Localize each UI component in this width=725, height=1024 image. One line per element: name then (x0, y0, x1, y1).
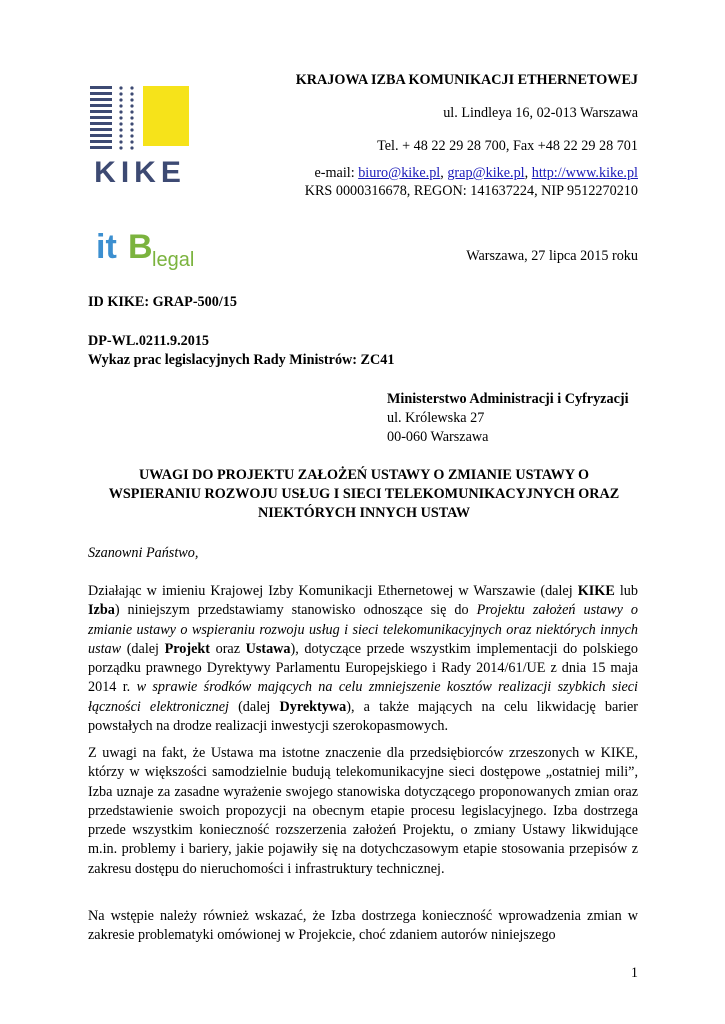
org-registry: KRS 0000316678, REGON: 141637224, NIP 9512270210 (304, 183, 638, 199)
ref-dp: DP-WL.0211.9.2015 (88, 333, 209, 349)
kike-logo-text: KIKE (94, 156, 186, 188)
paragraph-2: Z uwagi na fakt, że Ustawa ma istotne znaczenie dla przedsiębiorców zrzeszonych w KIKE, którzy w większości samodzielnie budują telekomunikacyjne sieci dostępowe „ostatniej mili”, Izba uznaje za zasadne wyrażenie swojego stanowiska dotyczącego proponowanych zmian oraz przedstawienie swoich propozycji na obecnym etapie procesu legislacyjnego. Izba dostrzega przede wszystkim konieczność rozszerzenia założeń Projektu, o zmiany Ustawy likwidujące m.in. problemy i bariery, jakie pojawiły się na dotychczasowym etapie stosowania przepisów z zakresu dostępu do nieruchomości i infrastruktury technicznej. (88, 745, 638, 877)
email-link-biuro[interactable]: biuro@kike.pl (358, 165, 441, 181)
itb-logo-b: B (128, 228, 153, 266)
itb-legal-logo (96, 224, 200, 272)
org-email-line: e-mail: biuro@kike.pl, grap@kike.pl, http://www.kike.pl (314, 165, 638, 181)
salutation: Szanowni Państwo, (88, 545, 199, 561)
email-link-grap[interactable]: grap@kike.pl (447, 165, 525, 181)
title-line-3: NIEKTÓRYCH INNYCH USTAW (257, 505, 471, 521)
ref-wykaz: Wykaz prac legislacyjnych Rady Ministrów: ZC41 (88, 352, 395, 368)
document-title (60, 466, 668, 523)
recipient-city: 00-060 Warszawa (387, 429, 489, 445)
org-phone: Tel. + 48 22 29 28 700, Fax +48 22 29 28 701 (377, 138, 638, 154)
title-line-1: UWAGI DO PROJEKTU ZAŁOŻEŃ USTAWY O ZMIANIE USTAWY O (138, 467, 590, 483)
kike-logo (88, 84, 192, 188)
itb-logo-legal: legal (152, 249, 195, 271)
letter-date: Warszawa, 27 lipca 2015 roku (466, 248, 638, 264)
org-name: KRAJOWA IZBA KOMUNIKACJI ETHERNETOWEJ (295, 72, 638, 88)
paragraph-1: Działając w imieniu Krajowej Izby Komunikacji Ethernetowej w Warszawie (dalej KIKE lub Izba) niniejszym przedstawiamy stanowisko odnoszące się do Projektu założeń ustawy o zmianie ustawy o wspieraniu rozwoju usług i sieci telekomunikacyjnych oraz niektórych innych ustaw (dalej Projekt oraz Ustawa), dotyczące przede wszystkim implementacji do polskiego porządku prawnego Dyrektywy Parlamentu Europejskiego i Rady 2014/61/UE z dnia 15 maja 2014 r. w sprawie środków mających na celu zmniejszenie kosztów realizacji szybkich sieci łączności elektronicznej (dalej Dyrektywa), a także mających na celu likwidację barier powstałych na drodze realizacji inwestycji szerokopasmowych. (88, 583, 639, 735)
page-number: 1 (630, 965, 638, 981)
org-address: ul. Lindleya 16, 02-013 Warszawa (443, 105, 638, 121)
paragraph-3: Na wstępie należy również wskazać, że Izba dostrzega konieczność wprowadzenia zmian w zakresie problematyki omówionej w Projekcie, choć zdaniem autorów niniejszego (88, 908, 638, 944)
email-prefix: e-mail: (314, 165, 359, 181)
recipient-street: ul. Królewska 27 (387, 410, 485, 426)
itb-logo-it: it (96, 228, 117, 266)
title-line-2: WSPIERANIU ROZWOJU USŁUG I SIECI TELEKOMUNIKACYJNYCH ORAZ (108, 486, 620, 502)
ref-id: ID KIKE: GRAP-500/15 (88, 294, 237, 310)
recipient-name: Ministerstwo Administracji i Cyfryzacji (387, 391, 629, 407)
website-link[interactable]: http://www.kike.pl (531, 165, 638, 181)
